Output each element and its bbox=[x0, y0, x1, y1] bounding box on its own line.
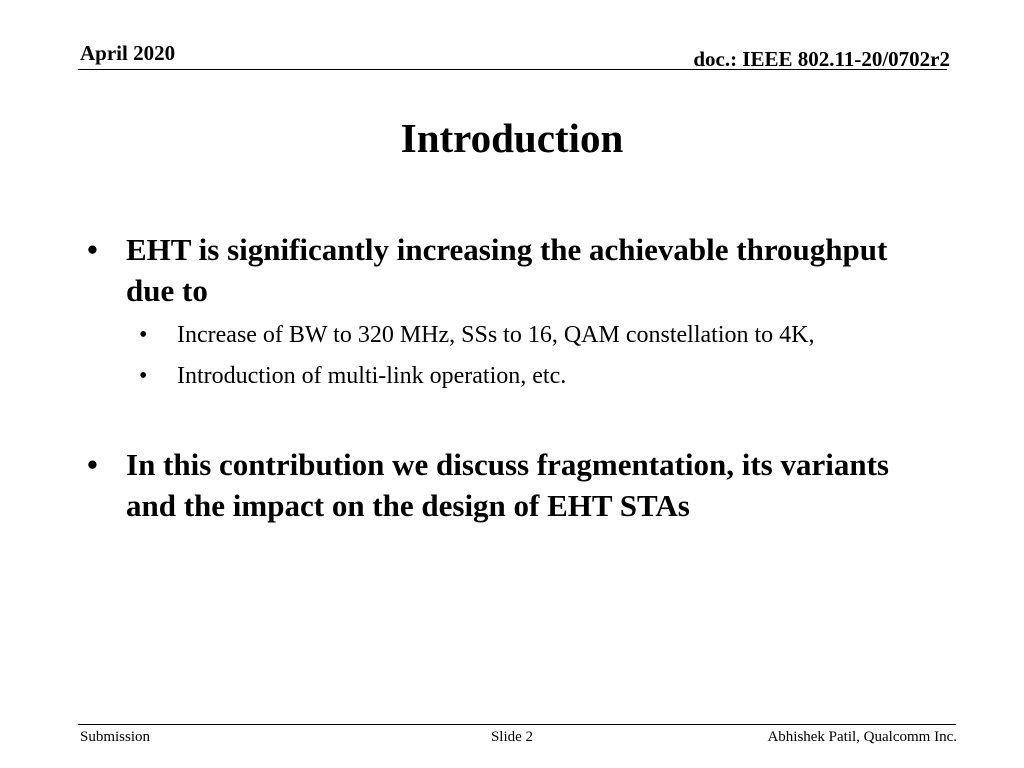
footer-author: Abhishek Patil, Qualcomm Inc. bbox=[767, 729, 957, 745]
sub-bullet-item bbox=[0, 320, 1024, 350]
bullet-item bbox=[0, 444, 1024, 526]
bullet-text: In this contribution we discuss fragmentation, its variants and the impact on the design of EHT STAs bbox=[126, 447, 889, 523]
slide-title: Introduction bbox=[400, 115, 624, 161]
sub-bullet-item bbox=[0, 361, 1024, 391]
sub-bullet-marker: • bbox=[139, 322, 148, 348]
footer-submission: Submission bbox=[80, 729, 151, 745]
bullet-item bbox=[0, 229, 1024, 311]
bullet-marker: • bbox=[87, 232, 98, 267]
footer-slide-number: Slide 2 bbox=[490, 729, 534, 745]
sub-bullet-text: Increase of BW to 320 MHz, SSs to 16, QAM constellation to 4K, bbox=[177, 322, 815, 348]
footer-divider bbox=[78, 724, 956, 725]
bullet-text: EHT is significantly increasing the achievable throughput due to bbox=[126, 232, 888, 308]
header-doc-id: doc.: IEEE 802.11-20/0702r2 bbox=[693, 47, 950, 71]
header-divider bbox=[78, 69, 947, 70]
sub-bullet-marker: • bbox=[139, 363, 148, 389]
bullet-marker: • bbox=[87, 447, 98, 482]
sub-bullet-text: Introduction of multi-link operation, etc. bbox=[177, 363, 567, 389]
header-date: April 2020 bbox=[80, 41, 176, 65]
